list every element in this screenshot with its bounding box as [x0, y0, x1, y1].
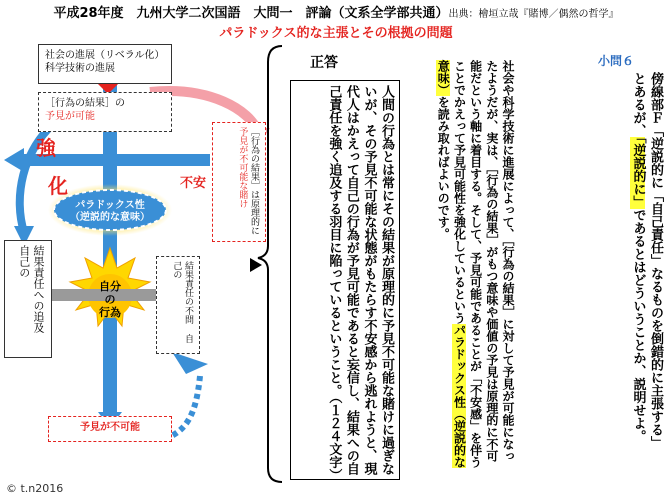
- self-text-right: 自己の: [171, 261, 193, 343]
- progress-line-1: 社会の進展（リベラル化）: [45, 50, 165, 61]
- paradox-line-1: パラドックス性: [75, 200, 145, 211]
- paradox-line-2: （逆説的な意味）: [70, 212, 150, 223]
- responsibility-pursuit-box: [4, 240, 52, 358]
- own-action-label: [92, 280, 128, 320]
- paradox-label: [60, 200, 160, 224]
- responsibility-pursuit-text: 結果責任への追及: [32, 245, 45, 333]
- own-action-line-3: 行為: [99, 306, 121, 320]
- answer-text: 人間の行為とは常にその結果が原理的に予見不可能な賭けに過ぎないが、その予見不可能な状態がもたらす不安感から逃れようと、現代人はかえって自己の行為が予見可能であると妄信し、結果への自己責任を強く追及する羽目に陥っているということ。（１２４文字）: [290, 80, 400, 480]
- unpredictable-box: 予見が不可能: [48, 416, 172, 442]
- answer-label: 正答: [310, 55, 338, 71]
- copyright-text: © t.n2016: [6, 482, 64, 495]
- gamble-line-2: 予見が不可能な賭け: [237, 127, 248, 208]
- explanation-body: 社会や科学技術に進展によって、［行為の結果］に対して予見が可能になったようだが、実は、［行為の結果］がもつ意味や価値の予見は原理的に不可能だという軸に着目する。そして、予見可能であることが「不安感」を伴うことでかえって予見可能性を強化しているという: [452, 60, 515, 468]
- question-body: 傍線部Ｆ「逆説的に「自己責任」なるものを倒錯的に主張する」とあるが、: [630, 72, 663, 449]
- anxiety-label: 不安: [180, 176, 207, 191]
- bracket-point: [250, 258, 262, 272]
- page-subtitle: パラドックス的な主張とその根拠の問題: [219, 26, 453, 41]
- explanation-end: を読み取ればよいのです。: [436, 96, 451, 240]
- strengthen-char-1: 強: [36, 136, 56, 160]
- result-line-1: ［行為の結果］の: [45, 98, 125, 109]
- result-line-2: 予見が可能: [45, 111, 95, 122]
- source-text: 出典：檜垣立哉『賭博／偶然の哲学』: [448, 9, 619, 20]
- strengthen-char-2: 化: [48, 174, 68, 198]
- explanation-highlight: パラドックス性（逆説的な意味）: [436, 60, 467, 468]
- responsibility-ignored-text: 結果責任の不問: [183, 261, 193, 324]
- question-highlight: 「逆説的に」: [630, 137, 646, 209]
- question-label: 小問６: [598, 54, 635, 68]
- page-title: 平成28年度 九州大学二次国語 大問一 評論（文系全学部共通）: [53, 6, 449, 21]
- question-text: [560, 72, 664, 452]
- progress-line-2: 科学技術の進展: [45, 63, 115, 74]
- responsibility-ignored-box: [156, 256, 200, 354]
- self-text-left: 自己の: [17, 245, 31, 278]
- dashed-arrowhead: [172, 352, 208, 374]
- own-action-line-1: 自分: [99, 280, 121, 293]
- gamble-line-1: ［行為の結果］は原理的に: [249, 127, 259, 235]
- own-action-line-2: の: [104, 293, 116, 307]
- explanation-text: [404, 60, 516, 470]
- gamble-box: [212, 122, 266, 242]
- big-bracket: [258, 46, 282, 482]
- result-box: [38, 92, 172, 132]
- question-end: であるとはどういうことか、説明せよ。: [630, 208, 646, 443]
- progress-box: [38, 44, 172, 84]
